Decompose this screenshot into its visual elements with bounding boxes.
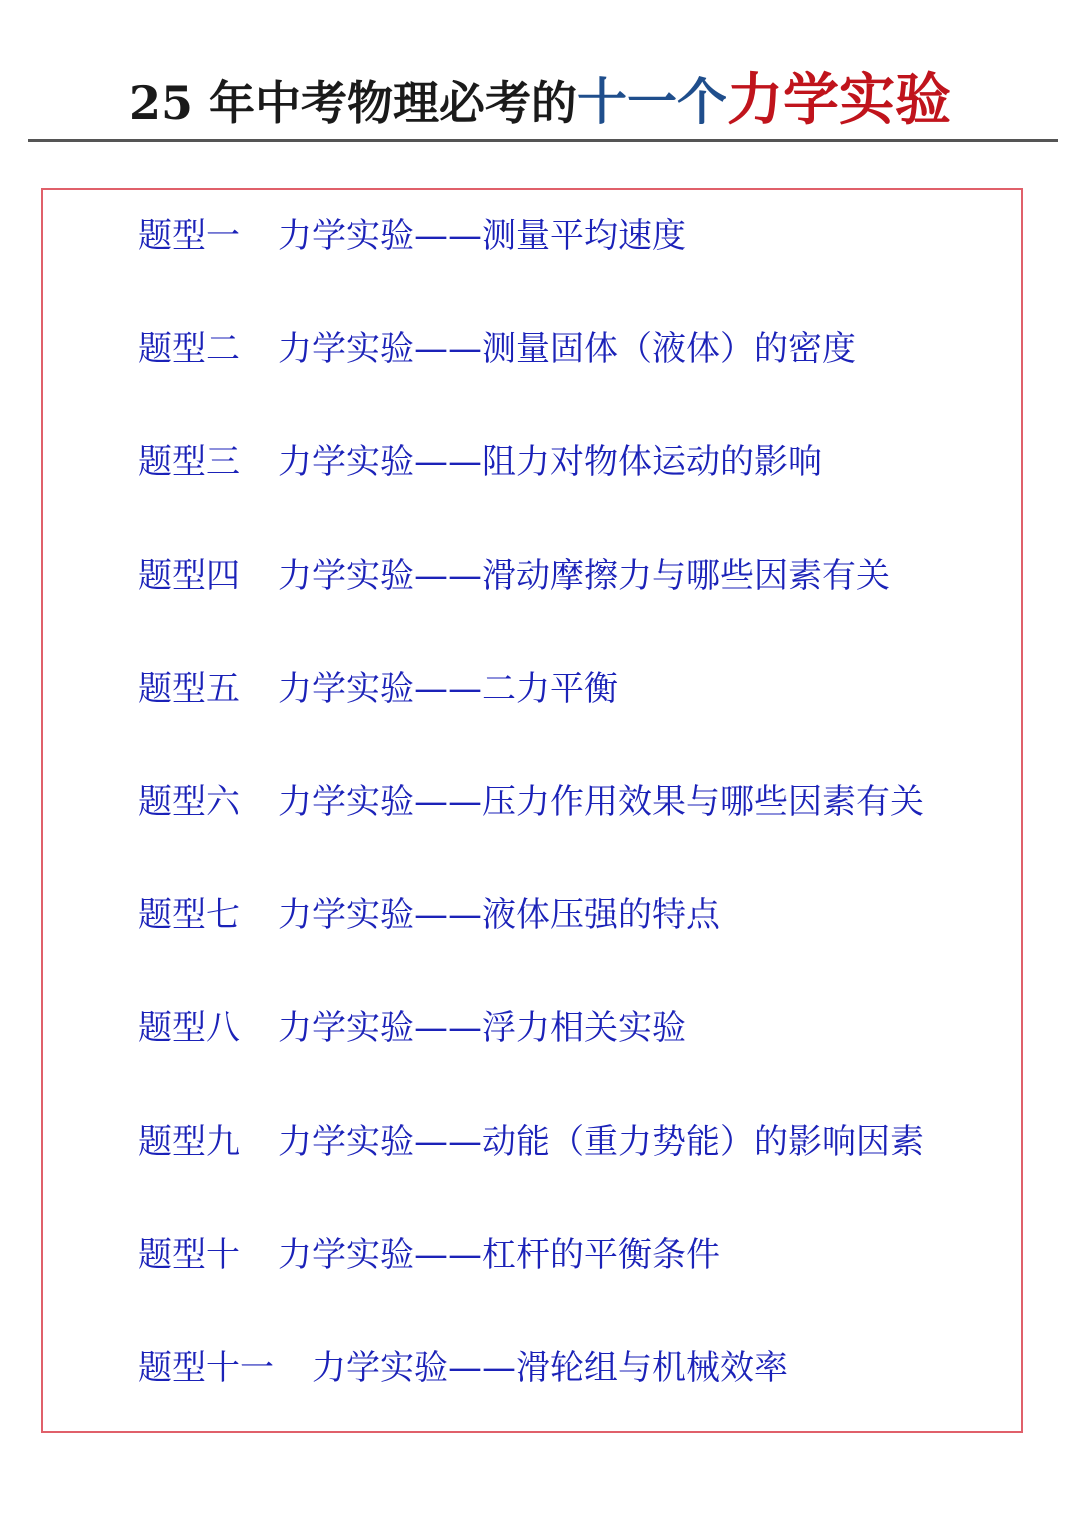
title-count-text: 十一个 <box>577 72 728 131</box>
list-item <box>138 776 924 889</box>
list-item <box>138 323 924 436</box>
title-main-text: 25 年中考物理必考的 <box>128 76 578 130</box>
list-item <box>138 1116 924 1229</box>
list-item <box>138 663 924 776</box>
item-text: 力学实验——压力作用效果与哪些因素有关 <box>278 781 924 822</box>
item-text: 力学实验——测量平均速度 <box>278 216 686 256</box>
item-number: 题型十 <box>138 1234 240 1275</box>
item-number: 题型七 <box>138 895 240 936</box>
item-text: 力学实验——浮力相关实验 <box>278 1008 686 1049</box>
item-number: 题型四 <box>138 555 240 596</box>
item-number: 题型六 <box>138 781 240 822</box>
title-accent-text: 力学实验 <box>727 67 952 133</box>
list-item <box>138 550 924 663</box>
title-underline <box>28 139 1058 142</box>
list-item <box>138 1229 924 1342</box>
topic-list <box>138 210 924 1455</box>
item-text: 力学实验——二力平衡 <box>278 668 618 709</box>
list-item <box>138 889 924 1002</box>
item-number: 题型三 <box>138 442 240 483</box>
item-number: 题型五 <box>138 668 240 709</box>
item-number: 题型一 <box>138 216 240 256</box>
list-item <box>138 1342 924 1455</box>
item-text: 力学实验——杠杆的平衡条件 <box>278 1234 720 1275</box>
page-title <box>0 67 1080 133</box>
item-number: 题型九 <box>138 1121 240 1162</box>
item-text: 力学实验——滑动摩擦力与哪些因素有关 <box>278 555 890 596</box>
list-item <box>138 210 924 323</box>
list-item <box>138 436 924 549</box>
item-text: 力学实验——滑轮组与机械效率 <box>312 1347 788 1388</box>
item-text: 力学实验——测量固体（液体）的密度 <box>278 329 856 370</box>
item-text: 力学实验——液体压强的特点 <box>278 895 720 936</box>
item-number: 题型八 <box>138 1008 240 1049</box>
item-text: 力学实验——动能（重力势能）的影响因素 <box>278 1121 924 1162</box>
list-item <box>138 1002 924 1115</box>
item-text: 力学实验——阻力对物体运动的影响 <box>278 442 822 483</box>
item-number: 题型二 <box>138 329 240 370</box>
item-number: 题型十一 <box>138 1347 274 1388</box>
